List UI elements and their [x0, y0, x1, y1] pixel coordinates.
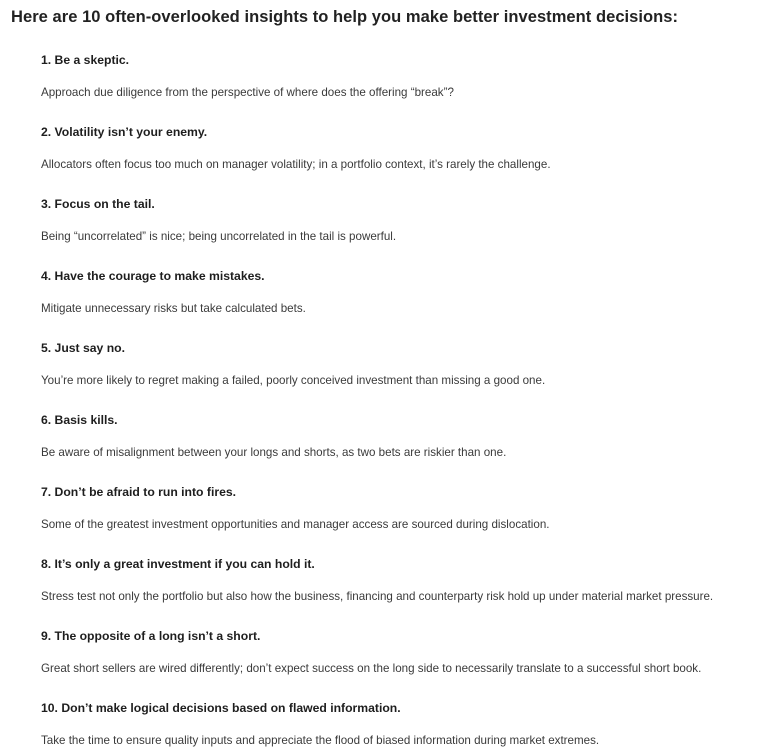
list-item — [41, 628, 776, 679]
insight-title: 1. Be a skeptic. — [41, 53, 130, 67]
insight-title: 10. Don’t make logical decisions based on flawed information. — [41, 701, 401, 715]
list-item — [41, 412, 776, 463]
insight-body: Some of the greatest investment opportunities and manager access are sourced during dislocation. — [41, 518, 550, 531]
headline: Here are 10 often-overlooked insights to help you make better investment decisions: — [11, 8, 679, 26]
list-item — [41, 124, 776, 175]
list-item — [41, 700, 776, 751]
insight-title: 3. Focus on the tail. — [41, 197, 155, 211]
insight-body: Take the time to ensure quality inputs and appreciate the flood of biased information during market extremes. — [41, 734, 600, 747]
list-item — [41, 268, 776, 319]
insight-body: Be aware of misalignment between your longs and shorts, as two bets are riskier than one. — [41, 446, 507, 459]
insight-body: Approach due diligence from the perspective of where does the offering “break”? — [41, 86, 454, 99]
insight-title: 8. It’s only a great investment if you can hold it. — [41, 557, 315, 571]
insight-title: 9. The opposite of a long isn’t a short. — [41, 629, 261, 643]
insight-body: Great short sellers are wired differently; don’t expect success on the long side to necessarily translate to a successful short book. — [41, 662, 702, 675]
list-item — [41, 484, 776, 535]
insight-body: Mitigate unnecessary risks but take calculated bets. — [41, 302, 306, 315]
insight-body: Stress test not only the portfolio but also how the business, financing and counterparty risk hold up under material market pressure. — [41, 590, 714, 603]
insight-title: 6. Basis kills. — [41, 413, 118, 427]
list-item — [41, 196, 776, 247]
insight-body: Being “uncorrelated” is nice; being uncorrelated in the tail is powerful. — [41, 230, 397, 243]
insight-body: Allocators often focus too much on manager volatility; in a portfolio context, it’s rarely the challenge. — [41, 158, 551, 171]
list-item — [41, 52, 776, 103]
insight-title: 5. Just say no. — [41, 341, 125, 355]
insight-title: 7. Don’t be afraid to run into fires. — [41, 485, 237, 499]
insight-body: You’re more likely to regret making a failed, poorly conceived investment than missing a good one. — [41, 374, 546, 387]
insights-list — [41, 52, 776, 751]
insight-title: 4. Have the courage to make mistakes. — [41, 269, 265, 283]
insight-title: 2. Volatility isn’t your enemy. — [41, 125, 208, 139]
list-item — [41, 340, 776, 391]
list-item — [41, 556, 776, 607]
